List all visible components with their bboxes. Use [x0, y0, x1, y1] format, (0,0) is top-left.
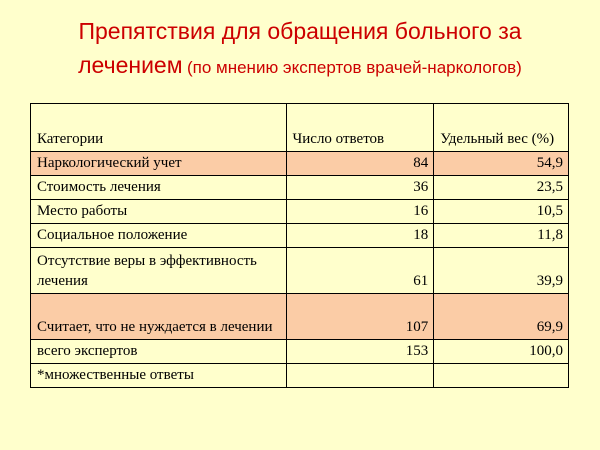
table-row — [31, 200, 569, 224]
table-row — [31, 248, 569, 294]
row-share: 54,9 — [434, 152, 569, 176]
header-share: Удельный вес (%) — [434, 104, 569, 152]
row-category: Считает, что не нуждается в лечении — [31, 294, 287, 340]
row-category: Социальное положение — [31, 224, 287, 248]
row-count: 18 — [286, 224, 434, 248]
table-row — [31, 152, 569, 176]
row-share: 23,5 — [434, 176, 569, 200]
header-count: Число ответов — [286, 104, 434, 152]
title-subtitle: (по мнению экспертов врачей-наркологов) — [186, 58, 522, 77]
row-share: 11,8 — [434, 224, 569, 248]
footnote: *множественные ответы — [31, 364, 287, 388]
row-share: 10,5 — [434, 200, 569, 224]
row-count: 107 — [286, 294, 434, 340]
header-category: Категории — [31, 104, 287, 152]
table-header-row — [31, 104, 569, 152]
row-count: 16 — [286, 200, 434, 224]
footnote-empty-cell — [286, 364, 434, 388]
row-category: Наркологический учет — [31, 152, 287, 176]
row-category: Место работы — [31, 200, 287, 224]
table-row — [31, 294, 569, 340]
table-row — [31, 176, 569, 200]
row-share: 69,9 — [434, 294, 569, 340]
row-category: Отсутствие веры в эффективность лечения — [31, 248, 287, 294]
footnote-row — [31, 364, 569, 388]
slide-title — [0, 14, 600, 86]
row-share: 39,9 — [434, 248, 569, 294]
row-count: 84 — [286, 152, 434, 176]
title-line-2: лечением — [78, 52, 183, 78]
table-row — [31, 224, 569, 248]
footnote-empty-cell — [434, 364, 569, 388]
obstacles-table — [30, 103, 569, 388]
table-row — [31, 340, 569, 364]
row-count: 153 — [286, 340, 434, 364]
row-category: Стоимость лечения — [31, 176, 287, 200]
row-count: 61 — [286, 248, 434, 294]
title-line-1: Препятствия для обращения больного за — [78, 18, 522, 44]
row-count: 36 — [286, 176, 434, 200]
row-share: 100,0 — [434, 340, 569, 364]
row-category: всего экспертов — [31, 340, 287, 364]
